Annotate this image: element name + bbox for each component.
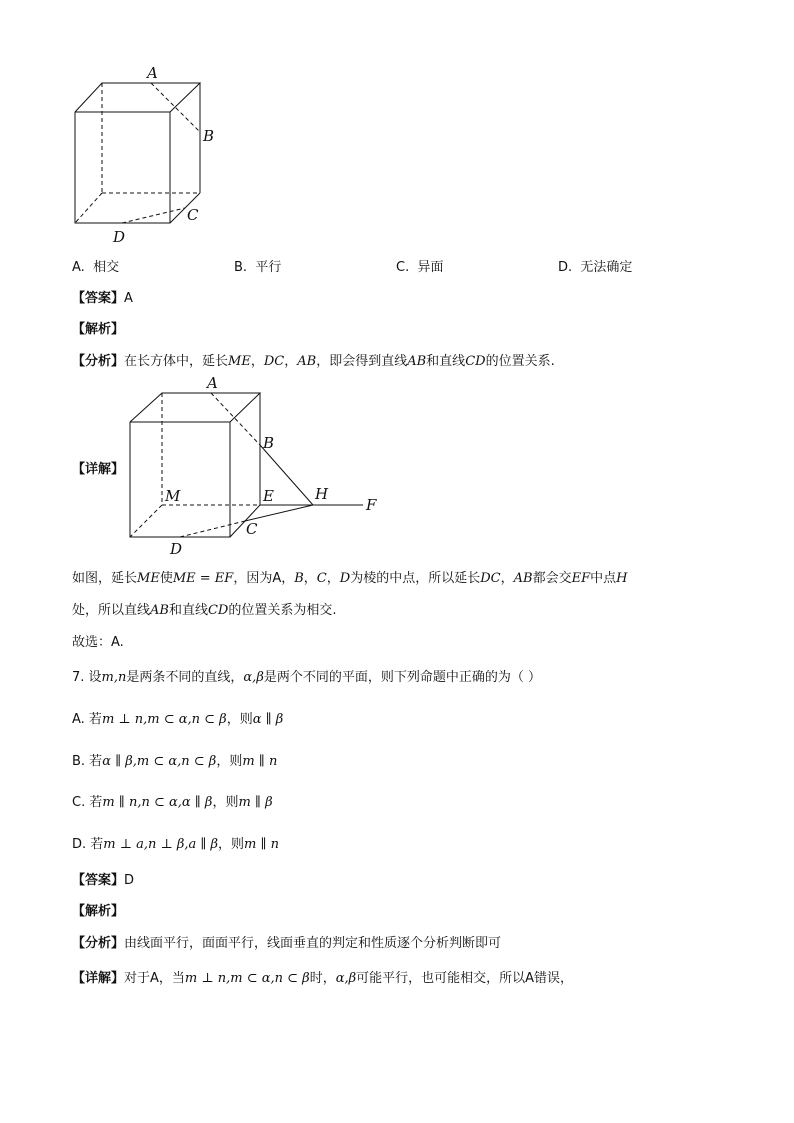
top-face [130,393,260,422]
label-a: A [147,64,158,82]
label-b: B [203,127,215,145]
label-a: A [207,374,218,392]
label-b: B [263,434,275,452]
segment-ch [245,505,313,521]
q6-explanation-line-1: 如图，延长ME使ME = EF，因为A，B，C，D为棱的中点，所以延长DC，AB都会交EF中点H [72,571,628,586]
q6-analysis-tag: 【解析】 [72,322,125,337]
front-face [75,112,170,223]
label-e: E [263,487,274,505]
q6-answer: 【答案】A [72,291,133,306]
q7-option-a: A. 若m ⊥ n,m ⊂ α,n ⊂ β，则α ∥ β [72,712,284,727]
label-c: C [246,520,258,538]
q7-detail: 【详解】对于A，当m ⊥ n,m ⊂ α,n ⊂ β时，α,β可能平行，也可能相交，所以A错误， [72,971,574,986]
hidden-left-bottom [130,505,162,537]
q7-option-b: B. 若α ∥ β,m ⊂ α,n ⊂ β，则m ∥ n [72,754,278,769]
q7-option-d: D. 若m ⊥ a,n ⊥ β,a ∥ β，则m ∥ n [72,837,280,852]
segment-dc [180,521,245,537]
q6-detail-tag: 【详解】 [72,462,125,477]
q7-analysis-tag: 【解析】 [72,904,125,919]
label-c: C [187,206,199,224]
option-d: D. 无法确定 [558,260,633,275]
top-face [75,83,200,112]
label-d: D [170,540,183,558]
cuboid-figure-1 [60,60,230,250]
hidden-left-bottom [75,193,102,223]
option-b: B. 平行 [234,260,282,275]
q7-stem: 7. 设m,n是两条不同的直线，α,β是两个不同的平面，则下列命题中正确的为（ ） [72,670,541,685]
q7-answer: 【答案】D [72,873,135,888]
q6-choose: 故选：A. [72,635,124,650]
label-d: D [113,228,126,246]
label-m: M [165,487,181,505]
q7-option-c: C. 若m ∥ n,n ⊂ α,α ∥ β，则m ∥ β [72,795,273,810]
q7-fenxi: 【分析】由线面平行，面面平行，线面垂直的判定和性质逐个分析判断即可 [72,936,502,951]
front-face [130,422,230,537]
label-f: F [366,496,377,514]
option-c: C. 异面 [396,260,444,275]
option-a: A. 相交 [72,260,120,275]
segment-cd [122,208,185,223]
label-h: H [315,485,329,503]
q6-explanation-line-2: 处，所以直线AB和直线CD的位置关系为相交. [72,603,337,618]
cuboid-figure-2 [120,370,390,560]
q6-fenxi: 【分析】在长方体中，延长ME，DC，AB，即会得到直线AB和直线CD的位置关系. [72,354,555,369]
